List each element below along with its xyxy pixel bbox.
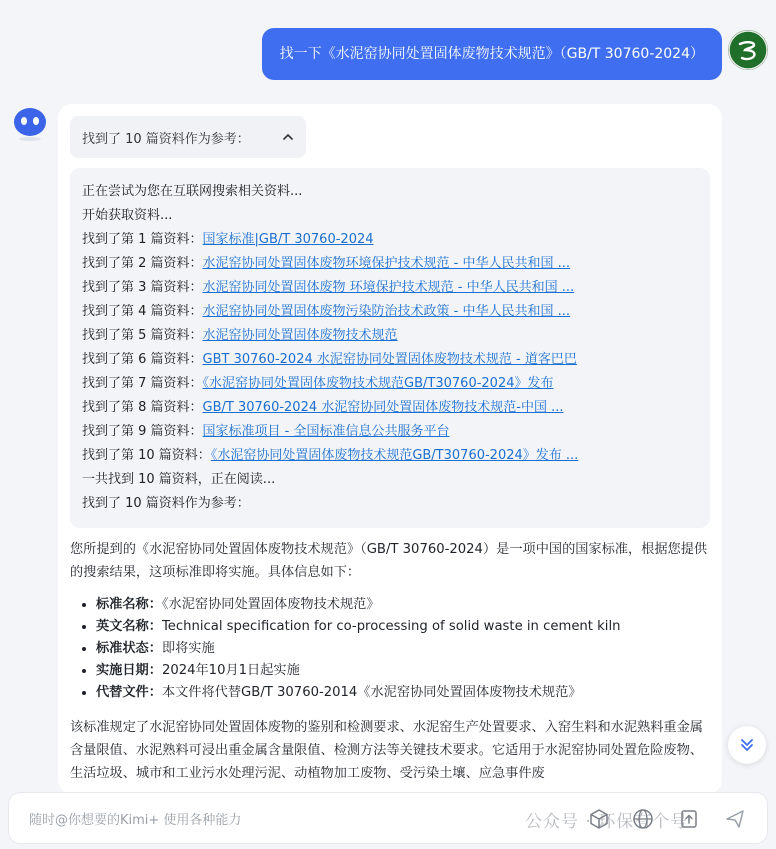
watermark-text: 公众号 · 环保有个号 — [525, 812, 689, 832]
answer-intro: 您所提到的《水泥窑协同处置固体废物技术规范》（GB/T 30760-2024）是一项中国的国家标准，根据您提供的搜索结果，这项标准即将实施。具体信息如下： — [70, 542, 708, 580]
user-avatar[interactable] — [728, 30, 768, 70]
result-link[interactable]: 《水泥窑协同处置固体废物技术规范GB/T30760-2024》发布 ... — [210, 448, 579, 463]
result-link[interactable]: 水泥窑协同处置固体废物环境保护技术规范 - 中华人民共和国 ... — [202, 256, 571, 271]
info-item — [96, 660, 708, 682]
user-message-row — [0, 28, 776, 80]
result-prefix: 找到了第 6 篇资料： — [82, 352, 203, 367]
result-link[interactable]: 国家标准项目 - 全国标准信息公共服务平台 — [202, 424, 450, 439]
info-item — [96, 616, 708, 638]
info-item — [96, 682, 708, 704]
answer-detail: 该标准规定了水泥窑协同处置固体废物的鉴别和检测要求、水泥窑生产处置要求、入窑生料和水泥熟料重金属含量限值、水泥熟料可浸出重金属含量限值、检测方法等关键技术要求。它适用于水泥窑协同处置危险废物、生活垃圾、城市和工业污水处理污泥、动植物加工废物、受污染土壤、应急事件废 — [70, 720, 703, 781]
standard-info-list — [70, 594, 708, 704]
result-link[interactable]: 《水泥窑协同处置固体废物技术规范GB/T30760-2024》发布 — [202, 376, 554, 391]
info-item — [96, 594, 708, 616]
search-result-line — [82, 324, 698, 348]
result-link[interactable]: 国家标准|GB/T 30760-2024 — [202, 232, 374, 247]
search-result-line — [82, 372, 698, 396]
result-prefix: 找到了第 7 篇资料： — [82, 376, 203, 391]
info-value: Technical specification for co-processing of solid waste in cement kiln — [161, 619, 621, 634]
result-link[interactable]: 水泥窑协同处置固体废物技术规范 — [202, 328, 398, 343]
scroll-to-bottom-button[interactable] — [728, 726, 766, 764]
upload-file-icon[interactable] — [677, 807, 701, 831]
info-value: 即将实施 — [161, 641, 215, 656]
search-status-line: 开始获取资料... — [82, 208, 173, 223]
search-result-line — [82, 420, 698, 444]
result-prefix: 找到了第 3 篇资料： — [82, 280, 203, 295]
user-message-bubble: 找一下《水泥窑协同处置固体废物技术规范》（GB/T 30760-2024） — [262, 28, 722, 80]
result-prefix: 找到了第 1 篇资料： — [82, 232, 203, 247]
references-toggle[interactable] — [70, 116, 306, 158]
search-footer-line: 一共找到 10 篇资料，正在阅读... — [82, 472, 276, 487]
search-log-panel — [70, 168, 710, 528]
answer-body — [70, 538, 708, 794]
search-result-line — [82, 444, 698, 468]
result-link[interactable]: GBT 30760-2024 水泥窑协同处置固体废物技术规范 - 道客巴巴 — [202, 352, 577, 367]
search-result-line — [82, 300, 698, 324]
assistant-message-card — [58, 104, 722, 794]
search-result-line — [82, 252, 698, 276]
result-prefix: 找到了第 2 篇资料： — [82, 256, 203, 271]
result-link[interactable]: GB/T 30760-2024 水泥窑协同处置固体废物技术规范-中国 ... — [202, 400, 564, 415]
search-result-line — [82, 228, 698, 252]
info-label: 代替文件： — [96, 685, 162, 700]
result-link[interactable]: 水泥窑协同处置固体废物 环境保护技术规范 - 中华人民共和国 ... — [202, 280, 575, 295]
info-label: 英文名称： — [96, 619, 162, 634]
double-chevron-down-icon — [738, 736, 756, 754]
kimi-bot-icon — [12, 106, 48, 142]
chevron-up-icon — [282, 131, 294, 143]
info-item — [96, 638, 708, 660]
cube-icon[interactable] — [587, 807, 611, 831]
result-prefix: 找到了第 9 篇资料： — [82, 424, 203, 439]
assistant-avatar — [12, 106, 48, 142]
user-avatar-logo-icon — [728, 30, 768, 70]
search-result-line — [82, 348, 698, 372]
info-label: 实施日期： — [96, 663, 162, 678]
info-value: 2024年10月1日起实施 — [161, 663, 300, 678]
info-label: 标准状态： — [96, 641, 162, 656]
result-prefix: 找到了第 8 篇资料： — [82, 400, 203, 415]
info-value: 《水泥窑协同处置固体废物技术规范》 — [161, 597, 380, 612]
result-link[interactable]: 水泥窑协同处置固体废物污染防治技术政策 - 中华人民共和国 ... — [202, 304, 571, 319]
references-toggle-label: 找到了 10 篇资料作为参考： — [82, 131, 250, 147]
info-value: 本文件将代替GB/T 30760-2014《水泥窑协同处置固体废物技术规范》 — [161, 685, 582, 700]
result-prefix: 找到了第 5 篇资料： — [82, 328, 203, 343]
send-icon[interactable] — [723, 807, 747, 831]
result-prefix: 找到了第 10 篇资料： — [82, 448, 211, 463]
result-prefix: 找到了第 4 篇资料： — [82, 304, 203, 319]
search-footer-line: 找到了 10 篇资料作为参考： — [82, 496, 250, 511]
chat-input-bar — [8, 792, 768, 844]
chat-input[interactable] — [27, 807, 511, 833]
search-result-line — [82, 276, 698, 300]
globe-icon[interactable] — [631, 807, 655, 831]
search-status-line: 正在尝试为您在互联网搜索相关资料... — [82, 184, 303, 199]
info-label: 标准名称： — [96, 597, 162, 612]
search-result-line — [82, 396, 698, 420]
